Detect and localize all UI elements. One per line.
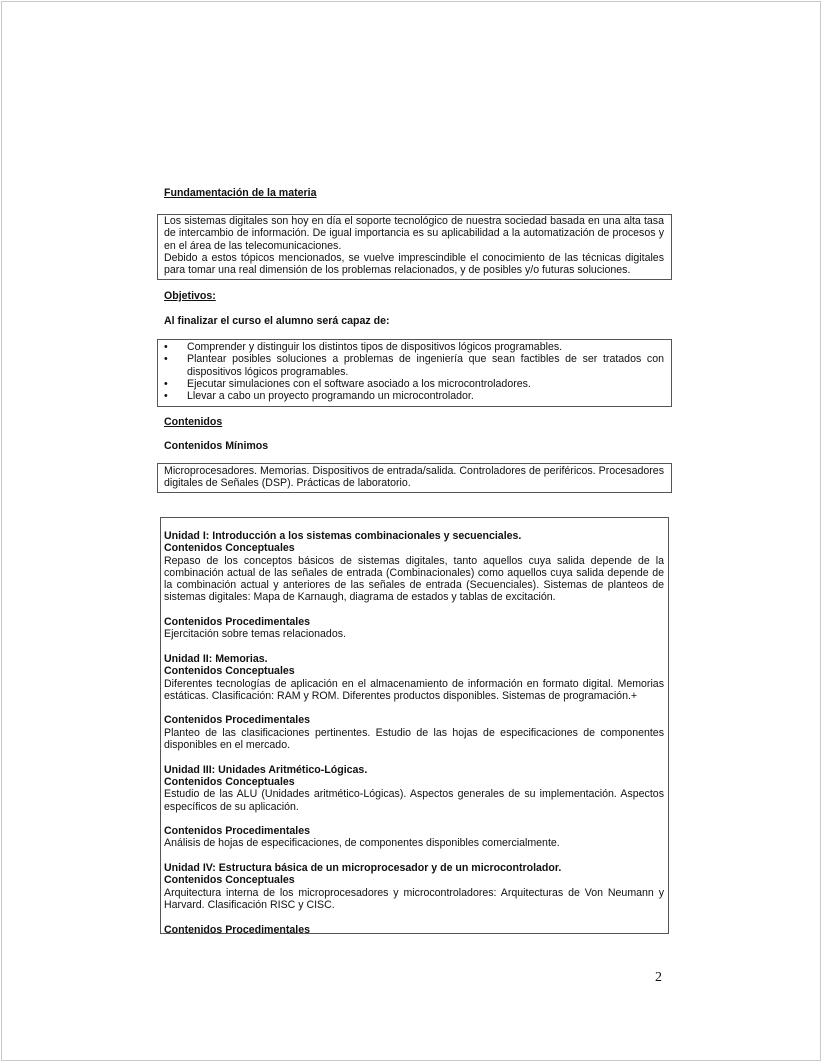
procedimentales-label: Contenidos Procedimentales — [164, 616, 310, 629]
contenidos-heading: Contenidos — [164, 416, 223, 428]
procedimentales-text: Ejercitación sobre temas relacionados. — [164, 628, 346, 641]
page-number: 2 — [655, 970, 662, 985]
procedimentales-label: Contenidos Procedimentales — [164, 825, 310, 838]
conceptuales-text: Diferentes tecnologías de aplicación en el almacenamiento de información en formato digital. Memorias estáticas. Clasificación: RAM y ROM. Diferentes productos disponibles. Sistemas de programación.+ — [164, 677, 664, 702]
unidad-title: Unidad II: Memorias. — [164, 652, 268, 665]
fundamentacion-heading: Fundamentación de la materia — [164, 187, 317, 199]
unidad-title: Unidad I: Introducción a los sistemas combinacionales y secuenciales. — [164, 530, 522, 542]
procedimentales-label: Contenidos Procedimentales — [164, 714, 310, 727]
objetivo-item: • Llevar a cabo un proyecto programando un microcontrolador. — [164, 390, 664, 402]
fundamentacion-text — [164, 215, 664, 276]
objetivos-intro: Al finalizar el curso el alumno será capaz de: — [164, 315, 390, 327]
contenidos-minimos-paragraph: Microprocesadores. Memorias. Dispositivos de entrada/salida. Controladores de periféricos. Procesadores digitales de Señales (DSP). Prácticas de laboratorio. — [164, 465, 664, 490]
conceptuales-label: Contenidos Conceptuales — [164, 665, 295, 678]
unidad-title: Unidad III: Unidades Aritmético-Lógicas. — [164, 763, 368, 776]
fundamentacion-paragraph-2: Debido a estos tópicos mencionados, se vuelve imprescindible el conocimiento de las técnicas digitales para tomar una real dimensión de los problemas relacionados, y de posibles y/o futuras soluciones. — [164, 251, 664, 277]
unidad-4 — [164, 862, 664, 936]
contenidos-minimos-heading: Contenidos Mínimos — [164, 440, 269, 452]
procedimentales-label: Contenidos Procedimentales — [164, 923, 310, 936]
conceptuales-text: Estudio de las ALU (Unidades aritmético-Lógicas). Aspectos generales de su implementación. Aspectos específicos de su aplicación. — [164, 788, 664, 813]
procedimentales-text: Análisis de hojas de especificaciones, de componentes disponibles comercialmente. — [164, 837, 560, 850]
objetivo-item: • Ejecutar simulaciones con el software asociado a los microcontroladores. — [164, 378, 664, 390]
fundamentacion-paragraph-1: Los sistemas digitales son hoy en día el soporte tecnológico de nuestra sociedad basada en una alta tasa de intercambio de información. De igual importancia es su aplicabilidad a la automatización de procesos y en el área de las telecomunicaciones. — [164, 215, 664, 252]
objetivo-item: • Comprender y distinguir los distintos tipos de dispositivos lógicos programables. — [164, 341, 664, 353]
conceptuales-text: Repaso de los conceptos básicos de sistemas digitales, tanto aquellos cuya salida depende de la combinación actual de las señales de entrada (Combinacionales) como aquellos cuya salida depende de la combinación actual y anteriores de las señales de entrada (Secuenciales). Sistemas de planteos de sistemas digitales: Mapa de Karnaugh, diagrama de estados y tablas de excitación. — [164, 554, 664, 604]
unidad-3 — [164, 764, 664, 862]
conceptuales-label: Contenidos Conceptuales — [164, 542, 295, 555]
unidad-title: Unidad IV: Estructura básica de un microprocesador y de un microcontrolador. — [164, 862, 562, 875]
conceptuales-label: Contenidos Conceptuales — [164, 775, 295, 788]
objetivo-item: • Plantear posibles soluciones a problemas de ingeniería que sean factibles de ser tratados con dispositivos lógicos programables. — [164, 353, 664, 378]
unidades-content — [164, 530, 664, 936]
unidad-1 — [164, 530, 664, 653]
objetivos-heading: Objetivos: — [164, 290, 216, 302]
procedimentales-text: Planteo de las clasificaciones pertinentes. Estudio de las hojas de especificaciones de componentes disponibles en el mercado. — [164, 726, 664, 752]
unidad-2 — [164, 653, 664, 764]
objetivos-list — [164, 341, 664, 402]
conceptuales-label: Contenidos Conceptuales — [164, 874, 295, 887]
contenidos-minimos-text — [164, 465, 664, 490]
conceptuales-text: Arquitectura interna de los microprocesadores y microcontroladores: Arquitecturas de Von Neumann y Harvard. Clasificación RISC y CISC. — [164, 886, 664, 911]
